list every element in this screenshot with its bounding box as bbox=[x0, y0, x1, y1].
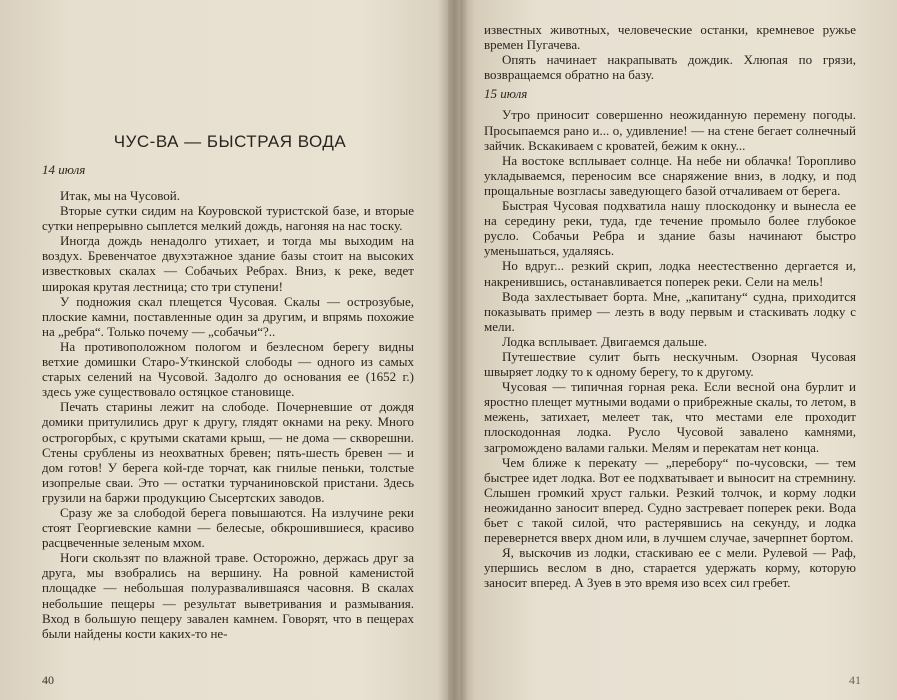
paragraph: Утро приносит совершенно неожиданную перемену погоды. Просыпаемся рано и... о, удивление! — на стене бегает солнечный зайчик. Вскакиваем с кроватей, бежим к окну... bbox=[484, 107, 856, 153]
paragraph: На противоположном пологом и безлесном берегу видны ветхие домишки Старо-Уткинской слободы — одного из самых старых селений на Чусовой. Задолго до основания ее (1652 г.) здесь уже существовало остяцкое становище. bbox=[42, 338, 414, 400]
paragraph: Ноги скользят по влажной траве. Осторожно, держась друг за друга, мы взобрались на вершину. На ровной каменистой площадке — небольшая полуразвалившаяся часовня. В скалах небольшие пещеры — результат выветривания и размывания. Вход в большую пещеру завален камнем. Говорят, что в пещерах были найдены кости каких-то не- bbox=[42, 550, 414, 641]
date-heading: 15 июля bbox=[484, 86, 528, 102]
paragraph: Чем ближе к перекату — „перебору“ по-чусовски, — тем быстрее идет лодка. Вот ее подхватывает и выносит на стремнину. Слышен громкий хруст гальки. Резкий толчок, и корму лодки неожиданно заносит вперед. Судно застревает поперек реки. Вода бьет с такой силой, что растерявшись на секунду, и лодка перевернется вверх дном или, в лучшем случае, зачерпнет бортом. bbox=[484, 454, 856, 546]
paragraph: Я, выскочив из лодки, стаскиваю ее с мели. Рулевой — Раф, упершись веслом в дно, старается удержать корму, которую заносит вперед. А Зуев в это время изо всех сил гребет. bbox=[484, 545, 856, 591]
paragraph: Вода захлестывает борта. Мне, „капитану“ судна, приходится показывать пример — лезть в воду первым и стаскивать лодку с мели. bbox=[484, 288, 856, 334]
paragraph: Иногда дождь ненадолго утихает, и тогда мы выходим на воздух. Бревенчатое двухэтажное здание базы стоит на высоких известковых скалах — Собачьих Ребрах. Вниз, к реке, ведет широкая крутая лестница; сто три ступени! bbox=[42, 233, 414, 294]
paragraph: Быстрая Чусовая подхватила нашу плоскодонку и вынесла ее на середину реки, туда, где течение промыло более глубокое русло. Собачьи Ребра и здание базы начинают быстро уменьшаться, удаляясь. bbox=[484, 198, 856, 259]
paragraph: У подножия скал плещется Чусовая. Скалы — острозубые, плоские камни, поставленные один за другим, и впрямь похожие на „ребра“. Только почему — „собачьи“?.. bbox=[42, 293, 414, 339]
paragraph: Итак, мы на Чусовой. bbox=[60, 188, 180, 203]
paragraph: известных животных, человеческие останки, кремневое ружье времен Пугачева. bbox=[484, 22, 856, 53]
date-heading: 14 июля bbox=[42, 162, 86, 177]
paragraph: Чусовая — типичная горная река. Если весной она бурлит и яростно плещет мутными водами о прибрежные скалы, то летом, в межень, затихает, мелеет так, что местами еле проходит плоскодонная лодка. Русло Чусовой завалено камнями, загромождено валами гальки. Мелям и перекатам нет конца. bbox=[484, 379, 856, 455]
left-page-text bbox=[42, 188, 414, 641]
page-number: 41 bbox=[849, 673, 861, 687]
paragraph: Вторые сутки сидим на Коуровской туристской базе, и вторые сутки непрерывно сыплется мелкий дождь, нагоняя на нас тоску. bbox=[42, 203, 414, 234]
chapter-title: ЧУС-ВА — БЫСТРАЯ ВОДА bbox=[113, 132, 347, 151]
paragraph: Сразу же за слободой берега повышаются. На излучине реки стоят Георгиевские камни — белесые, обкрошившиеся, красиво расцвеченные зеленым мхом. bbox=[42, 504, 414, 551]
paragraph: Печать старины лежит на слободе. Почерневшие от дождя домики притулились друг к другу, глядят окнами на реку. Много острогорбых, с крутыми скатами крыш, — не дома — скворешни. Стены срублены из неохватных бревен; пять-шесть бревен — и дом готов! У берега кой-где торчат, как гнилые пеньки, толстые изопрелые сваи. Это — остатки турчаниновской пристани. Здесь грузили на баржи продукцию Сысертских заводов. bbox=[42, 399, 414, 505]
paragraph: На востоке всплывает солнце. На небе ни облачка! Торопливо укладываемся, переносим все снаряжение вниз, в лодку, и под прощальные возгласы заведующего базой отчаливаем от берега. bbox=[484, 152, 856, 198]
right-page-text bbox=[484, 22, 856, 590]
right-page bbox=[460, 0, 897, 700]
paragraph: Лодка всплывает. Двигаемся дальше. bbox=[502, 333, 708, 349]
paragraph: Опять начинает накрапывать дождик. Хлюпая по грязи, возвращаемся обратно на базу. bbox=[484, 52, 856, 83]
page-number: 40 bbox=[42, 673, 54, 687]
paragraph: Путешествие сулит быть нескучным. Озорная Чусовая швыряет лодку то к одному берегу, то к другому. bbox=[484, 348, 856, 380]
left-page bbox=[0, 0, 448, 700]
paragraph: Но вдруг... резкий скрип, лодка неестественно дергается и, накренившись, останавливается поперек реки. Сели на мель! bbox=[484, 258, 856, 289]
